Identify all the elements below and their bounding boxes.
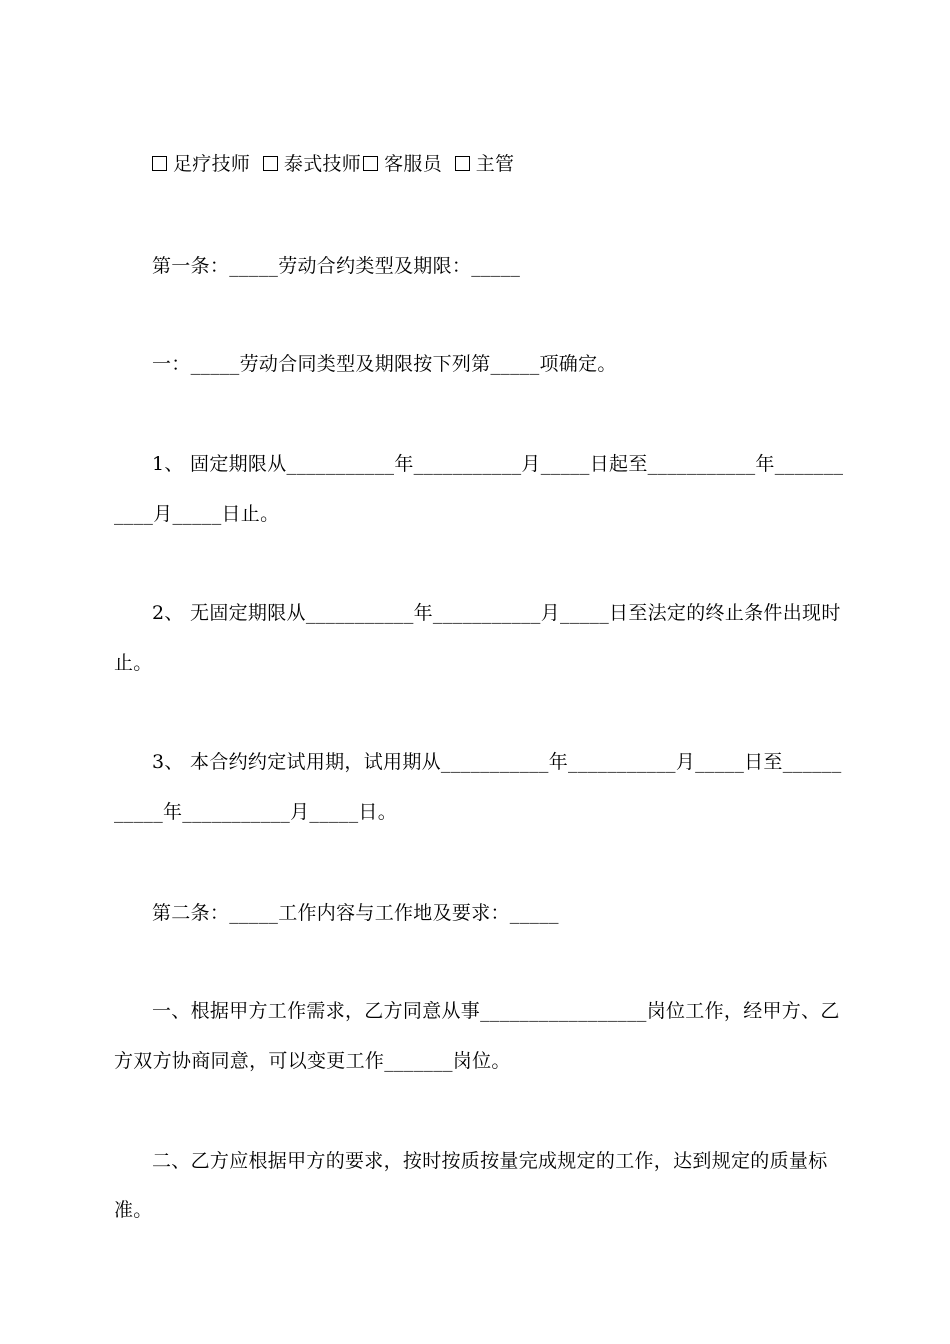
checkbox[interactable] — [263, 156, 278, 171]
article1-item3-line2: _____年___________月_____日。 — [114, 801, 397, 823]
article1-item1-line2: ____月_____日止。 — [114, 503, 280, 525]
option-label: 客服员 — [384, 153, 442, 175]
option-label: 足疗技师 — [173, 153, 251, 175]
position-options — [152, 152, 838, 176]
article2-clause2-line1: 二、乙方应根据甲方的要求，按时按质按量完成规定的工作，达到规定的质量标 — [152, 1150, 828, 1172]
article1-item2-line2: 止。 — [114, 652, 153, 674]
checkbox[interactable] — [455, 156, 470, 171]
article2-clause1-line2: 方双方协商同意，可以变更工作_______岗位。 — [114, 1050, 511, 1072]
article1-item1-line1: 1、 固定期限从___________年___________月_____日起至___________年_______ — [152, 453, 844, 475]
checkbox[interactable] — [152, 156, 167, 171]
article2-clause1-line1: 一、根据甲方工作需求，乙方同意从事_________________岗位工作，经甲方、乙 — [152, 1000, 840, 1022]
article2-clause2-line2: 准。 — [114, 1199, 153, 1221]
article1-item3-line1: 3、 本合约约定试用期，试用期从___________年___________月_____日至______ — [152, 751, 842, 773]
article1-item2-line1: 2、 无固定期限从___________年___________月_____日至法定的终止条件出现时 — [152, 602, 841, 624]
option-label: 主管 — [475, 153, 515, 175]
option-label: 泰式技师 — [283, 153, 362, 175]
article2-title: 第二条：_____工作内容与工作地及要求：_____ — [152, 902, 559, 924]
article1-title: 第一条：_____劳动合约类型及期限：_____ — [152, 255, 521, 277]
checkbox[interactable] — [363, 156, 378, 171]
article1-clause-intro: 一：_____劳动合同类型及期限按下列第_____项确定。 — [152, 353, 617, 375]
